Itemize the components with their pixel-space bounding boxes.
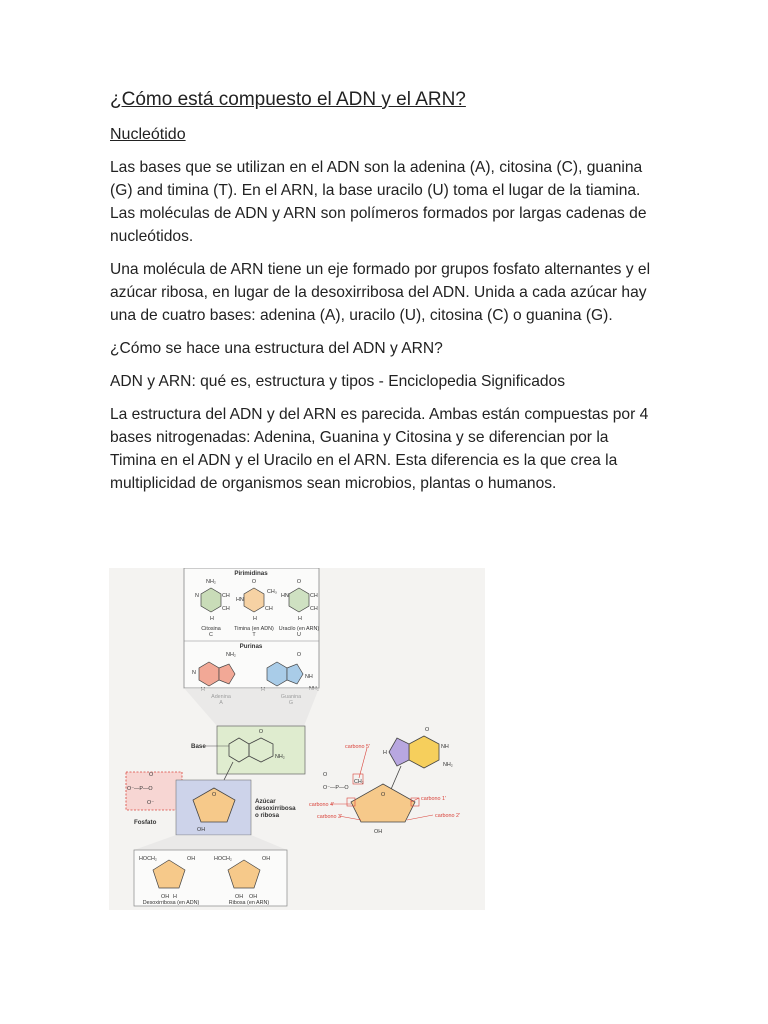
svg-text:OH: OH	[262, 856, 271, 862]
carbon2-label: carbono 2'	[435, 813, 461, 819]
svg-text:OH: OH	[374, 829, 383, 835]
svg-text:OH: OH	[197, 827, 206, 833]
svg-text:O: O	[381, 792, 386, 798]
svg-text:OH: OH	[249, 894, 258, 900]
svg-text:CH: CH	[222, 593, 230, 599]
sugar-label-3: o ribosa	[255, 812, 280, 819]
svg-text:HOCH₂: HOCH₂	[139, 856, 157, 862]
svg-text:H: H	[210, 616, 214, 622]
carbon5-label: carbono 5'	[345, 744, 371, 750]
svg-text:NH₂: NH₂	[443, 762, 453, 768]
paragraph-question: ¿Cómo se hace una estructura del ADN y ARN?	[110, 340, 443, 357]
thymine-label: Timina (en ADN)	[234, 626, 274, 632]
svg-text:O: O	[149, 772, 154, 778]
svg-text:O: O	[251, 579, 257, 585]
paragraph-structure: La estructura del ADN y del ARN es parecida. Ambas están compuestas por 4 bases nitrogenadas: Adenina, Guanina y Citosina y se diferencian por la Timina en el ADN y el Uracilo en el ARN. Esta diferencia es la que crea la multiplicidad de organismos sean microbios, plantas o humanos.	[110, 406, 649, 492]
pyrimidines-label: Pirimidinas	[234, 570, 268, 577]
carbon4-label: carbono 4'	[309, 802, 335, 808]
zoom-connector	[184, 688, 319, 726]
purine-ring-right	[409, 736, 439, 768]
svg-text:HN: HN	[281, 593, 289, 599]
nucleotide-diagram-svg	[109, 568, 485, 910]
svg-text:O: O	[258, 729, 264, 735]
svg-text:O: O	[425, 727, 430, 733]
svg-text:N: N	[195, 593, 199, 599]
svg-text:CH₂: CH₂	[354, 779, 364, 785]
sugar-ring-right	[351, 784, 415, 822]
paragraph-bases: Las bases que se utilizan en el ADN son la adenina (A), citosina (C), guanina (G) and timina (T). En el ARN, la base uracilo (U) toma el lugar de la tiamina. Las moléculas de ADN y ARN son polímeros formados por largas cadenas de nucleótidos.	[110, 159, 647, 245]
svg-text:OH: OH	[235, 894, 244, 900]
svg-text:NH₂: NH₂	[206, 579, 216, 585]
svg-text:O⁻: O⁻	[147, 800, 155, 806]
carbon1-label: carbono 1'	[421, 796, 447, 802]
svg-text:OH: OH	[187, 856, 196, 862]
paragraph-source: ADN y ARN: qué es, estructura y tipos - Enciclopedia Significados	[110, 373, 566, 390]
paragraph-arn-backbone: Una molécula de ARN tiene un eje formado por grupos fosfato alternantes y el azúcar ribosa, en lugar de la desoxirribosa del ADN. Unida a cada azúcar hay una de cuatro bases: adenina (A), uracilo (U), citosina (C) o guanina (G).	[110, 261, 651, 324]
svg-text:NH: NH	[305, 674, 313, 680]
cytosine-letter: C	[209, 632, 213, 638]
svg-text:NH: NH	[441, 744, 449, 750]
cytosine-label: Citosina	[201, 626, 221, 632]
sugar-label-1: Azúcar	[255, 798, 276, 805]
deoxyribose-label: Desoxirribosa (en ADN)	[142, 900, 200, 906]
phosphate-label: Fosfato	[134, 819, 157, 826]
base-label: Base	[191, 743, 206, 750]
svg-text:O: O	[296, 579, 302, 585]
svg-text:H: H	[383, 750, 387, 756]
purines-label: Purinas	[239, 643, 263, 650]
sugar-label-2: desoxirribosa	[255, 805, 296, 812]
ribose-label: Ribosa (en ARN)	[228, 900, 270, 906]
uracil-label: Uracilo (en ARN)	[278, 626, 320, 632]
svg-text:O⁻—P—O: O⁻—P—O	[127, 786, 153, 792]
svg-text:CH: CH	[222, 606, 230, 612]
svg-text:CH: CH	[265, 606, 273, 612]
svg-text:CH: CH	[310, 593, 318, 599]
svg-text:H: H	[253, 616, 257, 622]
document-title: ¿Cómo está compuesto el ADN y el ARN?	[110, 89, 466, 110]
nucleotide-diagram	[109, 568, 485, 910]
svg-text:CH₃: CH₃	[267, 589, 277, 595]
svg-text:O: O	[212, 792, 217, 798]
svg-text:HN: HN	[236, 597, 244, 603]
svg-text:H: H	[298, 616, 302, 622]
svg-text:OH: OH	[161, 894, 170, 900]
carbon3-label: carbono 3'	[317, 814, 343, 820]
svg-text:CH: CH	[310, 606, 318, 612]
svg-text:NH₂: NH₂	[275, 754, 285, 760]
thymine-letter: T	[252, 632, 256, 638]
svg-text:NH₂: NH₂	[226, 652, 236, 658]
uracil-letter: U	[297, 632, 301, 638]
svg-text:N: N	[192, 670, 196, 676]
svg-text:O⁻—P—O: O⁻—P—O	[323, 785, 349, 791]
svg-text:H: H	[173, 894, 177, 900]
document-body	[110, 88, 655, 505]
svg-text:O: O	[323, 772, 328, 778]
svg-text:HOCH₂: HOCH₂	[214, 856, 232, 862]
section-heading: Nucleótido	[110, 126, 186, 143]
svg-text:O: O	[296, 652, 302, 658]
